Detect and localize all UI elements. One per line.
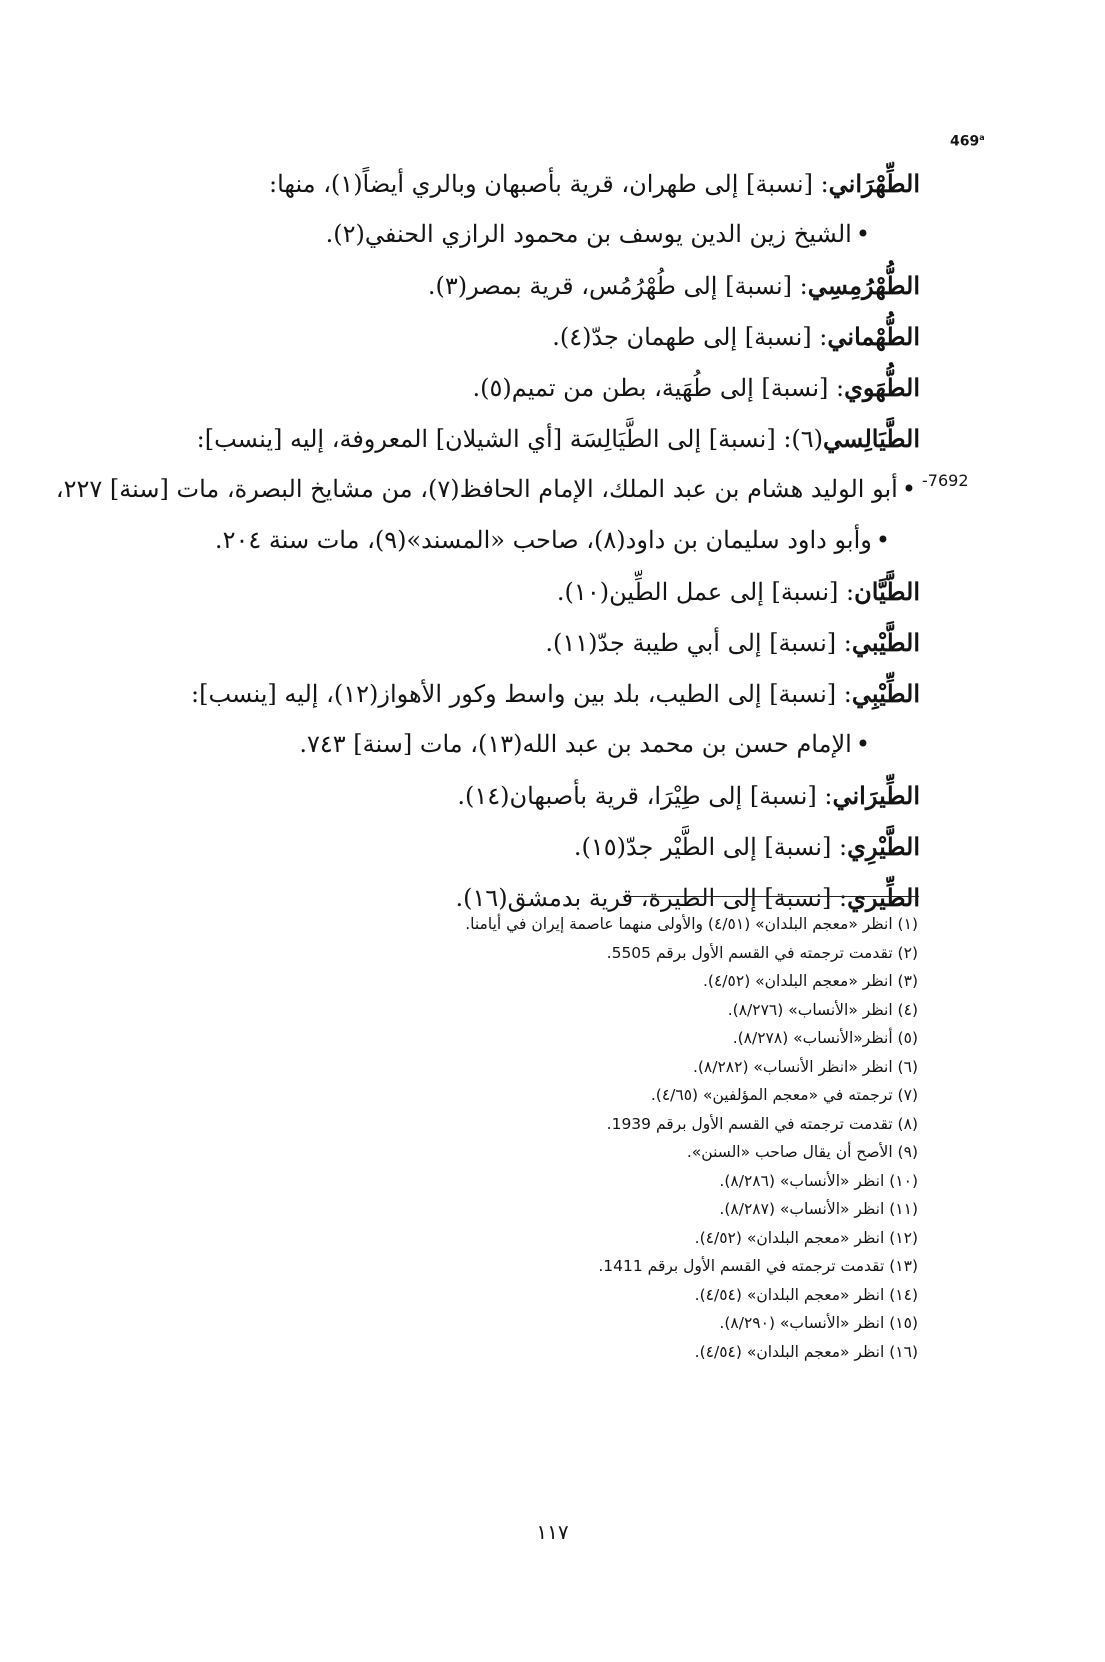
footnote: (٧) ترجمته في «معجم المؤلفين» (٤/٦٥). xyxy=(650,1086,918,1104)
entry-line: الطِّيرَاني: [نسبة] إلى طِيْرَا، قرية بأصبهان(١٤). xyxy=(457,781,920,810)
entry-line: الطَّيَالِسي(٦): [نسبة] إلى الطَّيَالِسَة [أي الشيلان] المعروفة، إليه [ينسب]: xyxy=(196,424,920,453)
entry-line: الطَّيَّان: [نسبة] إلى عمل الطِّين(١٠). xyxy=(556,577,920,606)
entry-line: الطِّيْبِي: [نسبة] إلى الطيب، بلد بين واسط وكور الأهواز(١٢)، إليه [ينسب]: xyxy=(191,679,920,708)
manuscript-page-number: 469$^a$ xyxy=(950,133,985,150)
footnote: (١٥) انظر «الأنساب» (٨/٢٩٠). xyxy=(719,1314,918,1332)
footnote: (١٢) انظر «معجم البلدان» (٤/٥٢). xyxy=(694,1228,918,1247)
footnote: (٨) تقدمت ترجمته في القسم الأول برقم 1939. xyxy=(606,1114,918,1133)
footnote: (٥) أنظر«الأنساب» (٨/٢٧٨). xyxy=(732,1029,918,1047)
entry-line: الطَّيْبي: [نسبة] إلى أبي طيبة جدّ(١١). xyxy=(545,628,920,657)
footnote: (١٦) انظر «معجم البلدان» (٤/٥٤). xyxy=(694,1342,918,1361)
footnote: (٤) انظر «الأنساب» (٨/٢٧٦). xyxy=(727,1000,918,1019)
entry-line: الطِّيري: [نسبة] إلى الطيرة، قرية بدمشق(١٦). xyxy=(455,883,920,912)
footnotes xyxy=(300,910,918,1366)
footnote: (١٤) انظر «معجم البلدان» (٤/٥٤). xyxy=(694,1285,918,1304)
footnote: (١) انظر «معجم البلدان» (٤/٥١) والأولى منهما عاصمة إيران في أيامنا. xyxy=(465,915,918,933)
footnote: (١٠) انظر «الأنساب» (٨/٢٨٦). xyxy=(719,1171,918,1190)
footnote: (٣) انظر «معجم البلدان» (٤/٥٢). xyxy=(703,972,918,990)
entry-line: الطِّهْرَاني: [نسبة] إلى طهران، قرية بأصبهان وبالري أيضاً(١)، منها: xyxy=(269,169,920,198)
footnote: (٩) الأصح أن يقال صاحب «السنن». xyxy=(686,1143,918,1161)
entry-line: الطُّهْرُمِسِي: [نسبة] إلى طُهْرُمُس، قرية بمصر(٣). xyxy=(427,271,920,300)
entry-subline: •أبو الوليد هشام بن عبد الملك، الإمام الحافظ(٧)، من مشايخ البصرة، مات [سنة] ٢٢٧، xyxy=(55,475,916,503)
entry-line: الطُّهْماني: [نسبة] إلى طهمان جدّ(٤). xyxy=(552,322,920,351)
entry-line: الطَّيْرِي: [نسبة] إلى الطَّيْر جدّ(١٥). xyxy=(573,832,920,861)
footnote-separator xyxy=(623,896,919,897)
footnote: (٦) انظر «انظر الأنساب» (٨/٢٨٢). xyxy=(692,1057,918,1076)
page-number: ١١٧ xyxy=(536,1520,569,1544)
entry-subline: •الشيخ زين الدين يوسف بن محمود الرازي الحنفي(٢). xyxy=(325,220,870,248)
footnote: (٢) تقدمت ترجمته في القسم الأول برقم 5505. xyxy=(606,943,918,962)
main-text xyxy=(55,158,920,923)
entry-line: الطُّهَوي: [نسبة] إلى طُهَية، بطن من تميم(٥). xyxy=(472,373,920,402)
footnote: (١٣) تقدمت ترجمته في القسم الأول برقم 1411. xyxy=(598,1257,918,1275)
entry-subline: •وأبو داود سليمان بن داود(٨)، صاحب «المسند»(٩)، مات سنة ٢٠٤. xyxy=(214,526,890,554)
footnote: (١١) انظر «الأنساب» (٨/٢٨٧). xyxy=(719,1200,918,1218)
entry-subline: •الإمام حسن بن محمد بن عبد الله(١٣)، مات [سنة] ٧٤٣. xyxy=(299,730,870,758)
entry-number-marker: -7692 xyxy=(922,471,969,490)
